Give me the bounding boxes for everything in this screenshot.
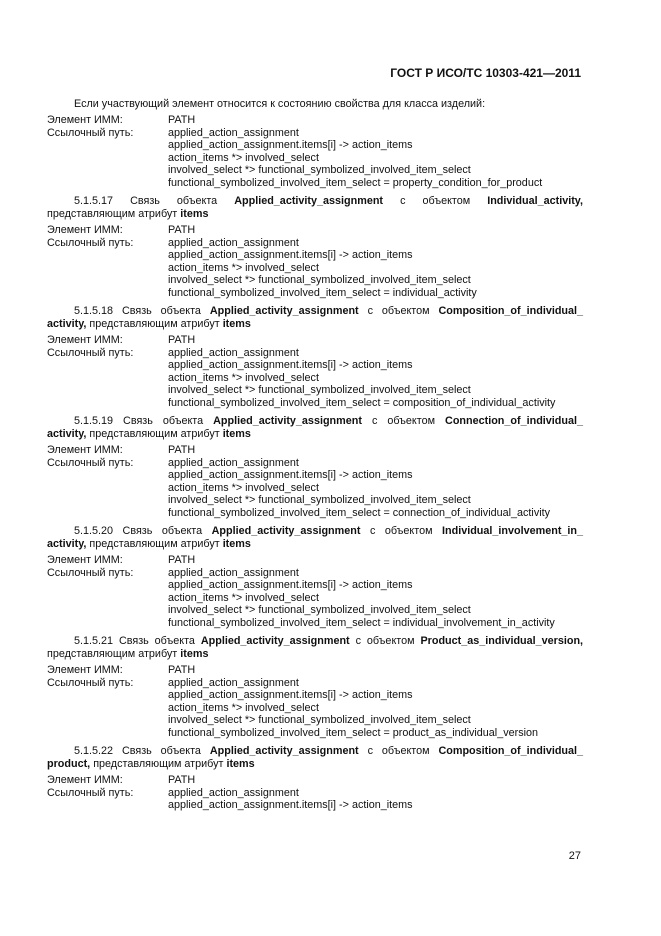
- element-value: PATH: [168, 664, 196, 676]
- mapping-section: [47, 415, 583, 519]
- element-label: Элемент ИММ:: [47, 334, 123, 346]
- path-line: involved_select *> functional_symbolized_involved_item_select: [168, 164, 471, 176]
- source-entity: Applied_activity_assignment: [209, 305, 359, 317]
- heading-text: с объектом: [367, 305, 430, 317]
- source-entity: Applied_activity_assignment: [209, 745, 359, 757]
- section-heading: [47, 305, 583, 331]
- source-entity: Applied_activity_assignment: [234, 195, 384, 207]
- heading-text: Связь объекта: [130, 195, 218, 207]
- element-row: [47, 774, 583, 787]
- heading-text: с объектом: [371, 415, 436, 427]
- heading-text: Связь объекта: [121, 745, 201, 757]
- element-value: PATH: [168, 774, 196, 786]
- path-line: applied_action_assignment.items[i] -> action_items: [168, 799, 413, 811]
- section-number: 5.1.5.21: [74, 635, 114, 647]
- path-line: applied_action_assignment.items[i] -> action_items: [168, 689, 413, 701]
- path-row: [47, 567, 583, 580]
- heading-text: Связь объекта: [118, 635, 195, 647]
- element-value: PATH: [168, 444, 196, 456]
- path-label: Ссылочный путь:: [47, 236, 134, 249]
- element-label: Элемент ИММ:: [47, 664, 123, 676]
- mapping-section: [47, 745, 583, 812]
- path-line: applied_action_assignment.items[i] -> action_items: [168, 249, 413, 261]
- path-label: Ссылочный путь:: [47, 786, 134, 799]
- path-line: applied_action_assignment: [168, 126, 299, 139]
- path-line: involved_select *> functional_symbolized_involved_item_select: [168, 604, 471, 616]
- path-line: functional_symbolized_involved_item_select = individual_involvement_in_activity: [168, 616, 555, 629]
- path-row: [47, 787, 583, 800]
- path-line: action_items *> involved_select: [168, 371, 319, 384]
- element-label: Элемент ИММ:: [47, 444, 123, 456]
- section-heading: [47, 195, 583, 221]
- target-entity: Individual_activity,: [487, 195, 584, 207]
- section-heading: [47, 635, 583, 661]
- heading-text: с объектом: [355, 635, 415, 647]
- heading-text: Связь объекта: [123, 415, 204, 427]
- document-code-header: ГОСТ Р ИСО/ТС 10303-421—2011: [390, 66, 581, 80]
- attribute-name: items: [226, 758, 255, 770]
- path-line: applied_action_assignment: [168, 566, 299, 579]
- attribute-name: items: [180, 208, 209, 220]
- attribute-name: items: [222, 318, 251, 330]
- path-line: applied_action_assignment.items[i] -> action_items: [168, 139, 413, 151]
- heading-text: с объектом: [367, 745, 430, 757]
- path-line: applied_action_assignment.items[i] -> action_items: [168, 579, 413, 591]
- path-row: [47, 127, 583, 140]
- section-number: 5.1.5.22: [74, 745, 114, 757]
- section-heading: [47, 525, 583, 551]
- mapping-section: [47, 305, 583, 409]
- path-label: Ссылочный путь:: [47, 456, 134, 469]
- heading-text: Связь объекта: [121, 305, 201, 317]
- heading-text: с объектом: [400, 195, 471, 207]
- heading-text: представляющим атрибут: [93, 758, 224, 770]
- element-row: [47, 224, 583, 237]
- heading-text: Связь объекта: [122, 525, 203, 537]
- target-entity: Composition_of_individual_ activity,: [47, 305, 584, 330]
- path-label: Ссылочный путь:: [47, 346, 134, 359]
- mapping-section: [47, 525, 583, 629]
- path-line: applied_action_assignment: [168, 786, 299, 799]
- path-line: functional_symbolized_involved_item_select = individual_activity: [168, 286, 477, 299]
- section-heading: [47, 415, 583, 441]
- path-line: involved_select *> functional_symbolized_involved_item_select: [168, 714, 471, 726]
- heading-text: представляющим атрибут: [89, 428, 220, 440]
- path-line: functional_symbolized_involved_item_select = composition_of_individual_activity: [168, 396, 556, 409]
- path-line: applied_action_assignment: [168, 676, 299, 689]
- attribute-name: items: [222, 428, 251, 440]
- path-row: [47, 347, 583, 360]
- path-row: [47, 677, 583, 690]
- element-label: Элемент ИММ:: [47, 224, 123, 236]
- section-number: 5.1.5.18: [74, 305, 114, 317]
- section-number: 5.1.5.17: [74, 195, 114, 207]
- element-label: Элемент ИММ:: [47, 774, 123, 786]
- section-number: 5.1.5.20: [74, 525, 114, 537]
- element-row: [47, 444, 583, 457]
- path-line: applied_action_assignment: [168, 236, 299, 249]
- path-row: [47, 457, 583, 470]
- element-row: [47, 114, 583, 127]
- mapping-section: [47, 195, 583, 299]
- heading-text: с объектом: [369, 525, 433, 537]
- page-number: 27: [568, 850, 581, 862]
- path-label: Ссылочный путь:: [47, 676, 134, 689]
- path-line: action_items *> involved_select: [168, 151, 319, 164]
- mapping-block-intro: [47, 114, 583, 189]
- path-line: applied_action_assignment: [168, 346, 299, 359]
- element-value: PATH: [168, 334, 196, 346]
- path-line: action_items *> involved_select: [168, 261, 319, 274]
- source-entity: Applied_activity_assignment: [213, 415, 362, 427]
- source-entity: Applied_activity_assignment: [200, 635, 350, 647]
- path-row: [47, 237, 583, 250]
- target-entity: Product_as_individual_version,: [420, 635, 584, 647]
- element-value: PATH: [168, 224, 196, 236]
- element-row: [47, 664, 583, 677]
- path-line: applied_action_assignment: [168, 456, 299, 469]
- sections-container: [47, 195, 583, 812]
- path-line: applied_action_assignment.items[i] -> action_items: [168, 359, 413, 371]
- heading-text: представляющим атрибут: [89, 538, 220, 550]
- path-line: action_items *> involved_select: [168, 701, 319, 714]
- heading-text: представляющим атрибут: [89, 318, 220, 330]
- path-line: functional_symbolized_involved_item_select = connection_of_individual_activity: [168, 506, 551, 519]
- attribute-name: items: [222, 538, 251, 550]
- source-entity: Applied_activity_assignment: [211, 525, 361, 537]
- target-entity: Composition_of_individual_ product,: [47, 745, 584, 770]
- heading-text: представляющим атрибут: [47, 648, 178, 660]
- element-row: [47, 334, 583, 347]
- element-row: [47, 554, 583, 567]
- element-label: Элемент ИММ:: [47, 114, 123, 126]
- path-line: functional_symbolized_involved_item_select = property_condition_for_product: [168, 176, 543, 189]
- path-label: Ссылочный путь:: [47, 566, 134, 579]
- path-line: action_items *> involved_select: [168, 591, 319, 604]
- path-line: action_items *> involved_select: [168, 481, 319, 494]
- section-heading: [47, 745, 583, 771]
- path-line: involved_select *> functional_symbolized_involved_item_select: [168, 494, 471, 506]
- heading-text: представляющим атрибут: [47, 208, 178, 220]
- element-value: PATH: [168, 554, 196, 566]
- path-line: involved_select *> functional_symbolized_involved_item_select: [168, 384, 471, 396]
- element-value: PATH: [168, 114, 196, 126]
- target-entity: Individual_involvement_in_ activity,: [47, 525, 584, 550]
- attribute-name: items: [180, 648, 209, 660]
- page-body: [47, 98, 583, 812]
- path-label: Ссылочный путь:: [47, 126, 134, 139]
- path-line: applied_action_assignment.items[i] -> action_items: [168, 469, 413, 481]
- target-entity: Connection_of_individual_ activity,: [47, 415, 583, 440]
- path-line: functional_symbolized_involved_item_select = product_as_individual_version: [168, 726, 539, 739]
- element-label: Элемент ИММ:: [47, 554, 123, 566]
- intro-paragraph: Если участвующий элемент относится к состоянию свойства для класса изделий:: [74, 98, 486, 110]
- path-line: involved_select *> functional_symbolized_involved_item_select: [168, 274, 471, 286]
- mapping-section: [47, 635, 583, 739]
- section-number: 5.1.5.19: [74, 415, 114, 427]
